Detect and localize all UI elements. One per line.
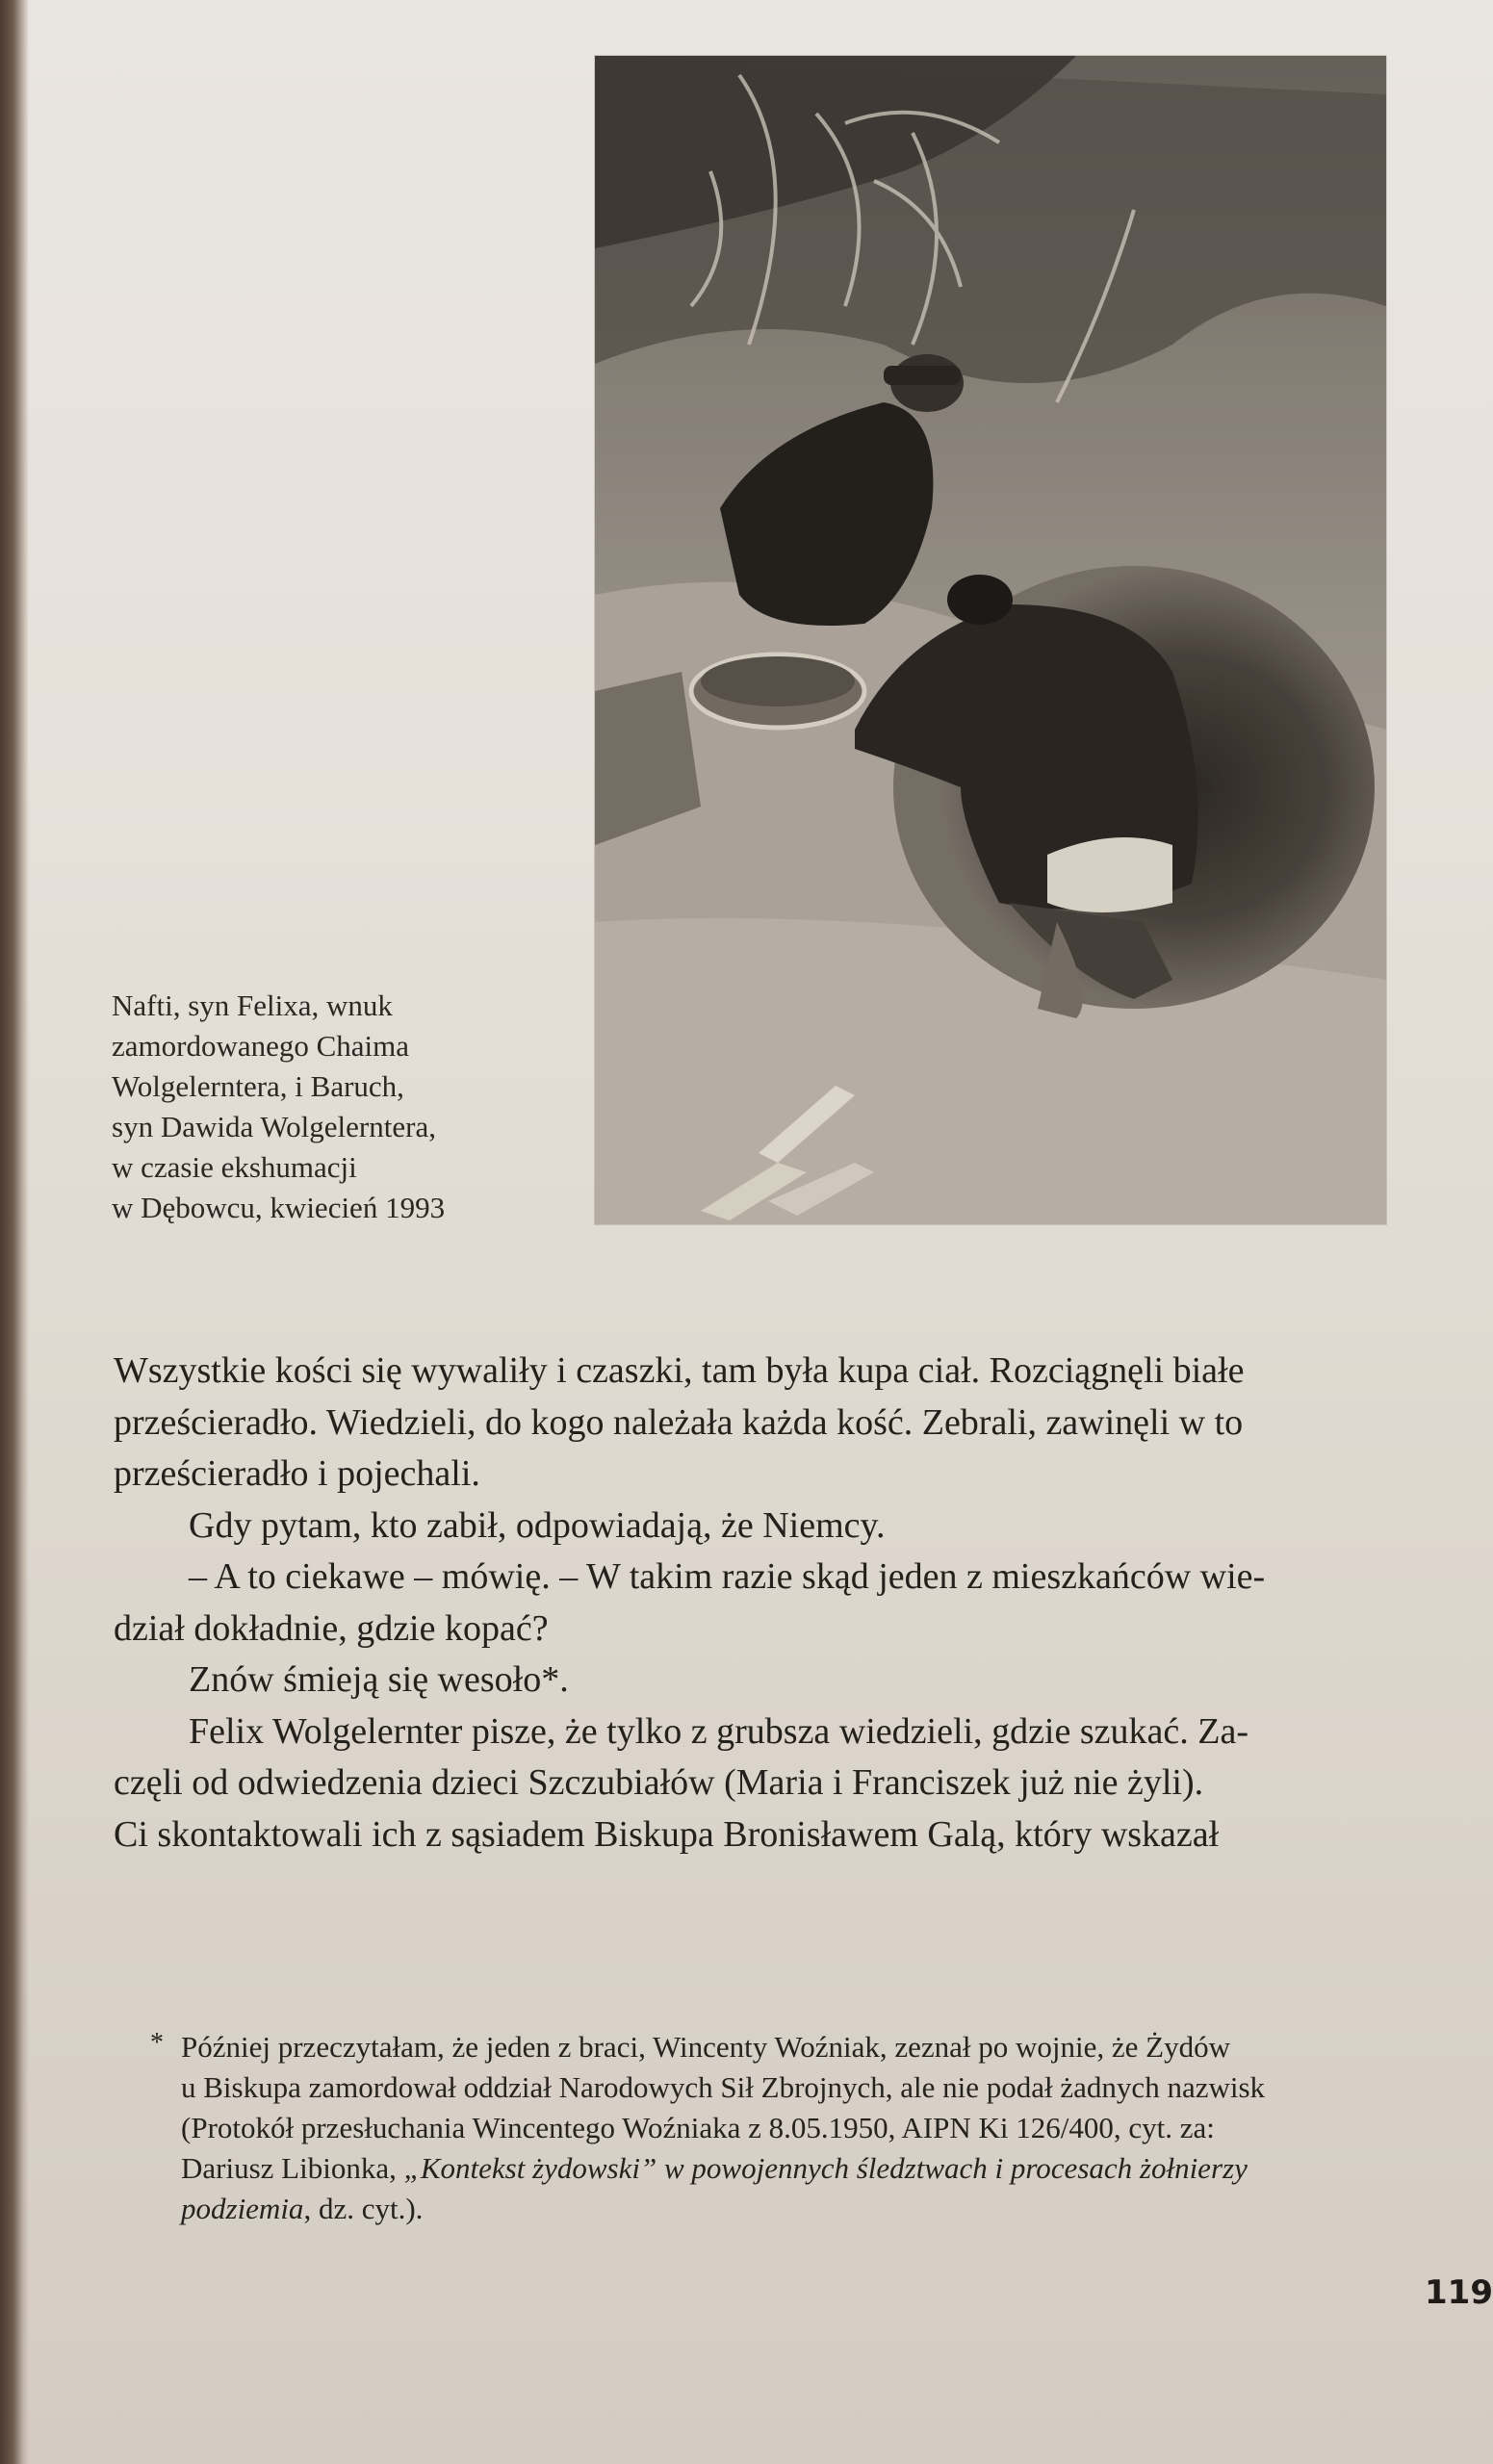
body-line: prześcieradło i pojechali. bbox=[114, 1453, 480, 1494]
caption-line: w Dębowcu, kwiecień 1993 bbox=[112, 1191, 446, 1224]
book-spine-edge bbox=[0, 0, 29, 2464]
body-line: częli od odwiedzenia dzieci Szczubiałów (Maria i Franciszek już nie żyli). bbox=[114, 1762, 1204, 1803]
photo-caption bbox=[112, 986, 564, 1228]
footnote bbox=[146, 2027, 1407, 2229]
main-body-text bbox=[114, 1346, 1394, 1861]
body-line: – A to ciekawe – mówię. – W takim razie skąd jeden z mieszkańców wie- bbox=[189, 1556, 1266, 1597]
body-line: Ci skontaktowali ich z sąsiadem Biskupa Bronisławem Galą, który wskazał bbox=[114, 1813, 1220, 1855]
footnote-ref: , dz. cyt.). bbox=[303, 2192, 424, 2225]
body-line: Znów śmieją się wesoło*. bbox=[189, 1659, 569, 1700]
footnote-line bbox=[146, 2189, 1407, 2229]
body-line: dział dokładnie, gdzie kopać? bbox=[114, 1607, 549, 1649]
exhumation-photo bbox=[595, 56, 1386, 1224]
caption-line: Nafti, syn Felixa, wnuk bbox=[112, 988, 393, 1022]
footnote-line: Później przeczytałam, że jeden z braci, Wincenty Woźniak, zeznał po wojnie, że Żydów bbox=[181, 2030, 1230, 2064]
photo-image bbox=[595, 56, 1386, 1224]
caption-line: zamordowanego Chaima bbox=[112, 1029, 410, 1063]
footnote-author: Dariusz Libionka, bbox=[181, 2151, 404, 2185]
caption-line: Wolgelerntera, i Baruch, bbox=[112, 1069, 404, 1103]
body-line: Gdy pytam, kto zabił, odpowiadają, że Niemcy. bbox=[189, 1504, 886, 1546]
footnote-line: (Protokół przesłuchania Wincentego Woźniaka z 8.05.1950, AIPN Ki 126/400, cyt. za: bbox=[181, 2111, 1215, 2144]
footnote-line bbox=[146, 2148, 1407, 2189]
footnote-line: u Biskupa zamordował oddział Narodowych Sił Zbrojnych, ale nie podał żadnych nazwisk bbox=[181, 2070, 1266, 2104]
caption-line: syn Dawida Wolgelerntera, bbox=[112, 1110, 436, 1143]
body-line: Wszystkie kości się wywaliły i czaszki, tam była kupa ciał. Rozciągnęli białe bbox=[114, 1350, 1245, 1391]
footnote-title: „Kontekst żydowski” w powojennych śledztwach i procesach żołnierzy bbox=[403, 2151, 1248, 2185]
footnote-title-cont: podziemia bbox=[181, 2192, 304, 2225]
footnote-marker: * bbox=[150, 2028, 164, 2058]
page-number: 119 bbox=[1425, 2273, 1493, 2312]
body-line: prześcieradło. Wiedzieli, do kogo należała każda kość. Zebrali, zawinęli w to bbox=[114, 1401, 1244, 1443]
body-line: Felix Wolgelernter pisze, że tylko z grubsza wiedzieli, gdzie szukać. Za- bbox=[189, 1710, 1248, 1752]
caption-line: w czasie ekshumacji bbox=[112, 1150, 357, 1184]
